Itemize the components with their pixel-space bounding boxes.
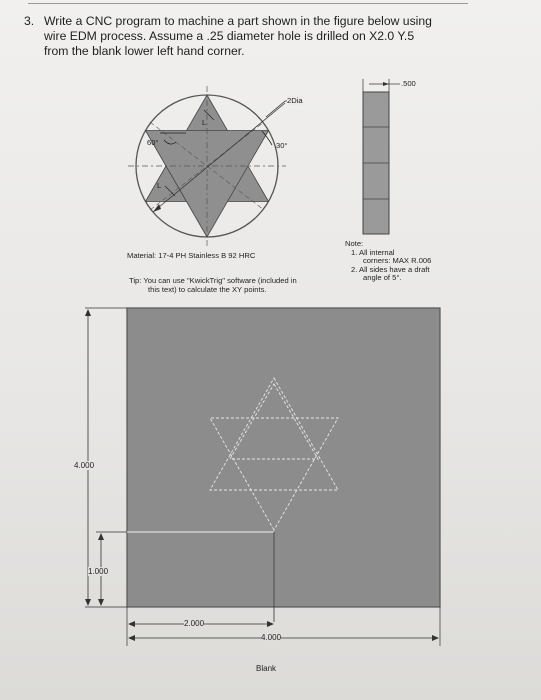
note-item-1a: 1. All internal (351, 247, 395, 257)
tip-line-1: Tip: You can use "KwickTrig" software (included in (129, 276, 297, 285)
height-arrow-top (85, 309, 91, 316)
hole-y-arrow-bottom (98, 599, 104, 606)
question-line-1: Write a CNC program to machine a part shown in the figure below using (44, 14, 432, 28)
height-arrow-bottom (85, 599, 91, 606)
blank-height-label: 4.000 (74, 461, 95, 470)
hole-y-label: 1.000 (88, 567, 109, 576)
blank-caption: Blank (256, 664, 277, 673)
thickness-label: .500 (401, 79, 416, 88)
note-item-1b: corners: MAX R.006 (363, 256, 432, 266)
material-text: Material: 17-4 PH Stainless B 92 HRC (127, 251, 256, 260)
angle-30-label: 30° (276, 141, 288, 150)
note-item-2b: angle of 5°. (363, 273, 402, 283)
blank-plate (127, 308, 440, 607)
tip-line-2: this text) to calculate the XY points. (148, 285, 267, 294)
hole-x-arrow-left (128, 621, 135, 627)
question-number: 3. (24, 14, 35, 28)
side-label-bottom: L (157, 181, 162, 190)
hole-x-arrow-right (267, 621, 274, 627)
question-line-3: from the blank lower left hand corner. (44, 44, 245, 58)
blank-view (85, 308, 440, 646)
side-view (363, 79, 400, 234)
note-block (345, 240, 431, 283)
question-line-2: wire EDM process. Assume a .25 diameter hole is drilled on X2.0 Y.5 (44, 29, 415, 43)
diameter-arrow-head (153, 204, 161, 212)
width-arrow-left (128, 635, 135, 641)
diameter-leader-end (266, 101, 285, 117)
blank-width-label: 4.000 (261, 633, 282, 642)
hole-x-label: 2.000 (184, 619, 205, 628)
star-part-view (128, 86, 300, 246)
diameter-label: 2Dia (287, 96, 303, 105)
side-label-top: L (202, 118, 207, 127)
thickness-arrow (383, 82, 389, 86)
hole-y-arrow-top (98, 533, 104, 540)
note-item-2a: 2. All sides have a draft (351, 264, 430, 274)
note-title: Note: (345, 239, 364, 248)
angle-60-label: 60° (147, 138, 159, 147)
width-arrow-right (432, 635, 439, 641)
